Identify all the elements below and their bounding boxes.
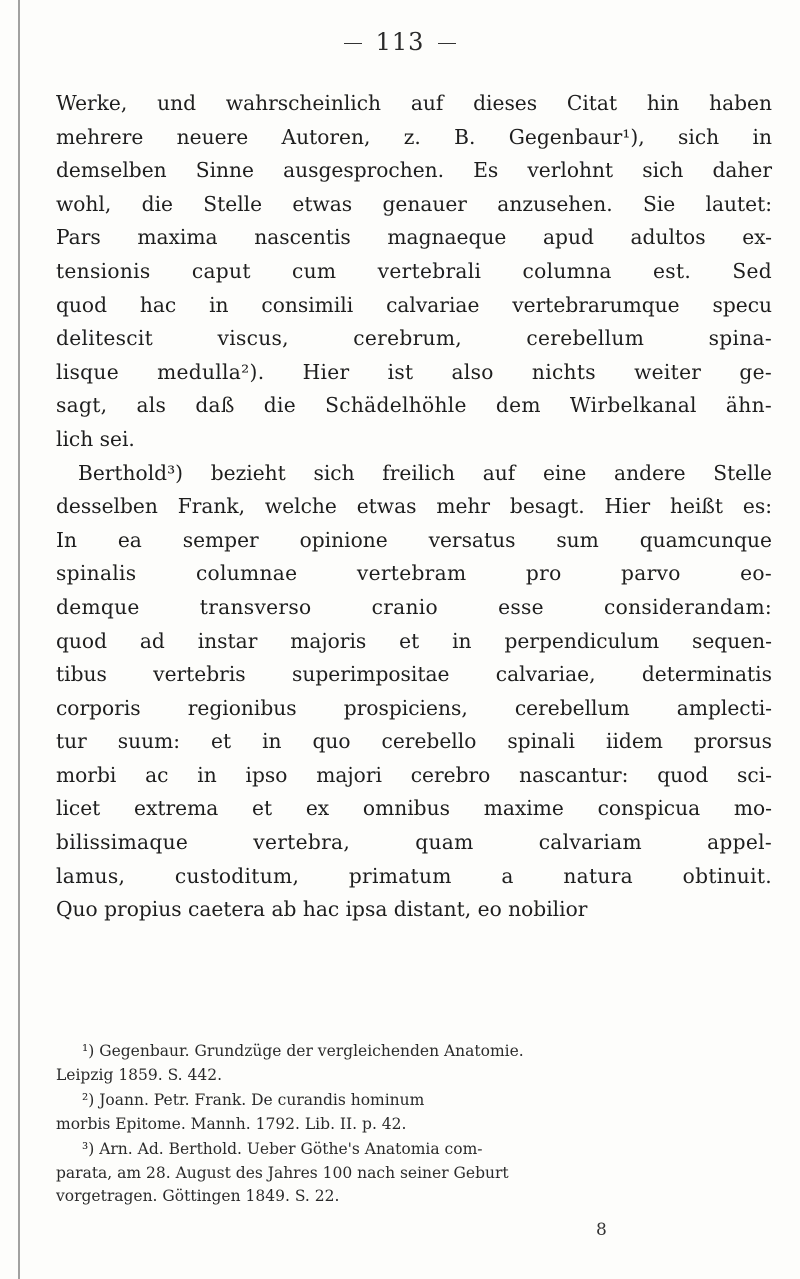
text-line: sagt, als daß die Schädelhöhle dem Wirbelkanal ähn- xyxy=(56,393,772,418)
footnote-line: ³) Arn. Ad. Berthold. Ueber Göthe's Anatomia com- xyxy=(82,1140,483,1158)
page-number: 113 xyxy=(375,28,425,56)
footnote-line: parata, am 28. August des Jahres 100 nach seiner Geburt xyxy=(56,1163,509,1182)
footnote-line: morbis Epitome. Mannh. 1792. Lib. II. p. 42. xyxy=(56,1114,407,1133)
footnote-line: ²) Joann. Petr. Frank. De curandis hominum xyxy=(82,1091,425,1109)
footnote xyxy=(56,1040,772,1087)
text-line: tur suum: et in quo cerebello spinali iidem prorsus xyxy=(56,729,772,754)
footnotes xyxy=(56,1040,772,1211)
text-line: demque transverso cranio esse considerandam: xyxy=(56,594,772,619)
text-line: mehrere neuere Autoren, z. B. Gegenbaur¹), sich in xyxy=(56,124,772,149)
text-line: quod hac in consimili calvariae vertebrarumque specu xyxy=(56,292,772,317)
footnote xyxy=(56,1089,772,1136)
text-line: Pars maxima nascentis magnaeque apud adultos ex- xyxy=(56,225,772,250)
text-line: lich sei. xyxy=(56,426,135,451)
text-line: delitescit viscus, cerebrum, cerebellum spina- xyxy=(56,326,772,351)
footnote xyxy=(56,1138,772,1209)
text-line: spinalis columnae vertebram pro parvo eo- xyxy=(56,561,772,586)
text-line: morbi ac in ipso majori cerebro nascantur: quod sci- xyxy=(56,762,772,787)
header-dash-right xyxy=(438,43,456,44)
text-line: demselben Sinne ausgesprochen. Es verlohnt sich daher xyxy=(56,158,772,183)
text-line: Werke, und wahrscheinlich auf dieses Citat hin haben xyxy=(56,91,772,115)
page-header xyxy=(0,28,800,56)
text-line: wohl, die Stelle etwas genauer anzusehen. Sie lautet: xyxy=(56,191,772,216)
body-text xyxy=(56,87,772,927)
text-line: bilissimaque vertebra, quam calvariam appel- xyxy=(56,830,772,855)
footnote-line: Leipzig 1859. S. 442. xyxy=(56,1065,223,1084)
text-line: tibus vertebris superimpositae calvariae, determinatis xyxy=(56,662,772,687)
text-line: desselben Frank, welche etwas mehr besagt. Hier heißt es: xyxy=(56,494,772,519)
text-line: lamus, custoditum, primatum a natura obtinuit. xyxy=(56,863,772,888)
text-line: corporis regionibus prospiciens, cerebellum amplecti- xyxy=(56,695,772,720)
header-dash-left xyxy=(344,43,362,44)
printer-signature: 8 xyxy=(596,1220,607,1240)
text-line: Quo propius caetera ab hac ipsa distant, eo nobilior xyxy=(56,897,588,922)
text-line: Berthold³) bezieht sich freilich auf eine andere Stelle xyxy=(78,460,772,485)
text-line: tensionis caput cum vertebrali columna est. Sed xyxy=(56,258,772,283)
text-line: In ea semper opinione versatus sum quamcunque xyxy=(56,527,772,552)
footnote-line: vorgetragen. Göttingen 1849. S. 22. xyxy=(56,1187,340,1205)
text-line: lisque medulla²). Hier ist also nichts weiter ge- xyxy=(56,359,772,384)
footnote-line: ¹) Gegenbaur. Grundzüge der vergleichenden Anatomie. xyxy=(82,1042,524,1060)
page-edge-rule xyxy=(18,0,20,1279)
text-line: licet extrema et ex omnibus maxime conspicua mo- xyxy=(56,796,772,821)
text-line: quod ad instar majoris et in perpendiculum sequen- xyxy=(56,628,772,653)
